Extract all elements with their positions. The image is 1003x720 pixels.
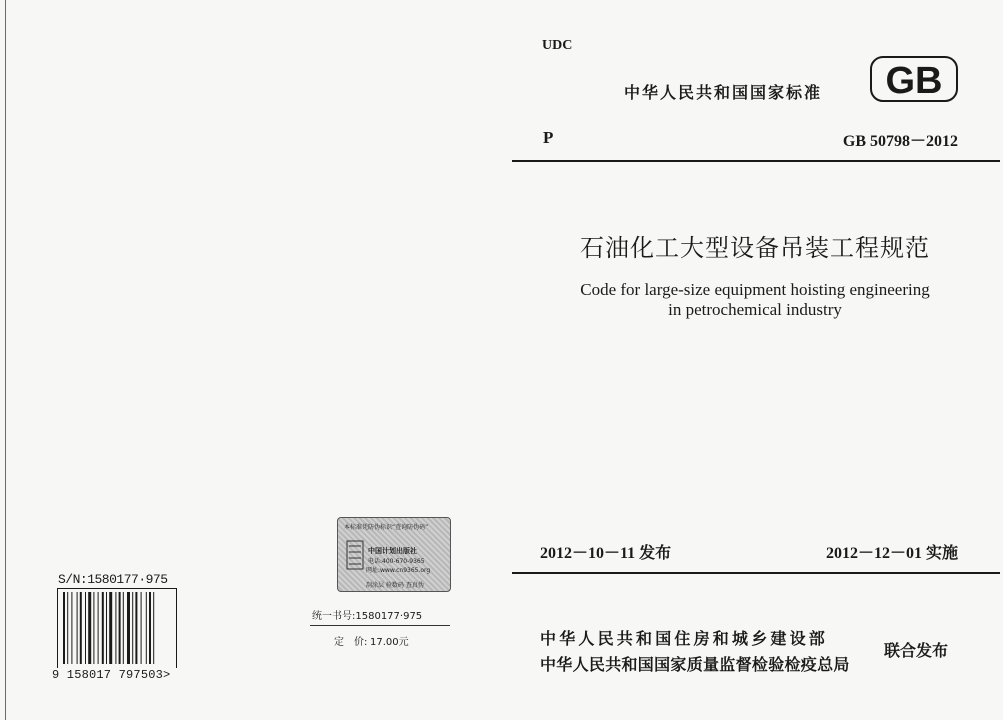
barcode — [57, 588, 177, 672]
price-label: 定 价: — [334, 637, 368, 648]
title-english-line1: Code for large-size equipment hoisting engineering — [580, 280, 930, 299]
seal-text-line1: 本标准凭防伪标识“查询防伪码” — [344, 524, 429, 531]
barcode-bar — [98, 592, 99, 664]
cover-fold-line — [5, 0, 6, 720]
title-chinese: 石油化工大型设备吊装工程规范 — [580, 234, 930, 262]
barcode-bar — [135, 592, 137, 664]
unified-book-number: 统一书号:1580177·975 — [312, 611, 423, 622]
barcode-digits: 9 158017 797503> — [52, 668, 171, 682]
barcode-bar — [119, 592, 121, 664]
barcode-bar — [80, 592, 82, 664]
joint-issue-label: 联合发布 — [884, 641, 949, 660]
barcode-bar — [106, 592, 107, 664]
category-code: P — [543, 128, 554, 147]
serial-number: S/N:1580177·975 — [58, 572, 168, 587]
barcode-bar — [63, 592, 65, 664]
barcode-bar — [71, 592, 72, 664]
barcode-bar — [132, 592, 133, 664]
price-divider — [310, 625, 450, 626]
publisher-emblem-icon — [346, 540, 364, 570]
seal-text-line2: 中国计划出版社 — [368, 547, 417, 555]
barcode-bar — [146, 592, 147, 664]
title-english-line2: in petrochemical industry — [668, 300, 842, 319]
price-value: 17.00元 — [370, 637, 409, 648]
issuer-mohurd: 中华人民共和国住房和城乡建设部 — [540, 629, 829, 648]
standard-number: GB 50798－2012 — [842, 133, 958, 150]
barcode-bar — [102, 592, 104, 664]
barcode-bar — [88, 592, 91, 664]
seal-text-line4: 网址:www.cn9365.org — [366, 567, 431, 574]
gb-logo-text: GB — [885, 60, 943, 102]
barcode-bar — [141, 592, 142, 664]
gb-logo — [870, 56, 958, 106]
gb-logo-graphic — [870, 56, 958, 102]
barcode-bar — [127, 592, 130, 664]
barcode-bar — [115, 592, 116, 664]
barcode-bar — [149, 592, 151, 664]
issuer-aqsiq: 中华人民共和国国家质量监督检验检疫总局 — [540, 655, 850, 674]
barcode-bar — [109, 592, 112, 664]
implement-date: 2012－12－01 实施 — [825, 545, 958, 562]
national-standard-heading: 中华人民共和国国家标准 — [624, 83, 823, 102]
anti-counterfeit-seal — [337, 517, 451, 592]
barcode-bar — [85, 592, 86, 664]
header-divider — [512, 160, 1000, 162]
barcode-bar — [77, 592, 78, 664]
seal-text-line5: 刮涂层 验数码 查真伪 — [366, 582, 424, 589]
issue-date: 2012－10－11 发布 — [540, 545, 672, 562]
dates-divider — [512, 572, 1000, 574]
barcode-bar — [123, 592, 124, 664]
barcode-bar — [67, 592, 68, 664]
udc-label: UDC — [542, 38, 573, 53]
barcode-bar — [93, 592, 94, 664]
barcode-graphic — [57, 588, 177, 668]
barcode-bar — [153, 592, 154, 664]
seal-text-line3: 电话:400-670-9365 — [368, 558, 425, 565]
